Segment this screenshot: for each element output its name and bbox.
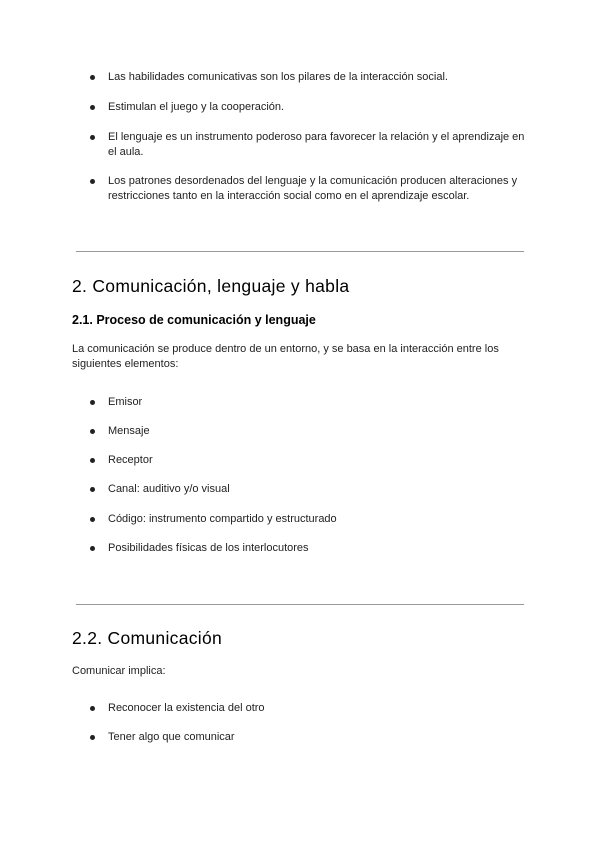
bullet-icon xyxy=(90,179,95,184)
list-item: Código: instrumento compartido y estructurado xyxy=(108,512,532,527)
list-item: Canal: auditivo y/o visual xyxy=(108,482,532,497)
bullet-icon xyxy=(90,429,95,434)
list-item: Emisor xyxy=(108,395,532,410)
list-item: Tener algo que comunicar xyxy=(108,730,532,745)
section-divider xyxy=(76,251,524,252)
bullet-icon xyxy=(90,487,95,492)
bullet-icon xyxy=(90,400,95,405)
bullet-icon xyxy=(90,458,95,463)
section-heading: 2.2. Comunicación xyxy=(72,628,223,648)
list-item: El lenguaje es un instrumento poderoso para favorecer la relación y el aprendizaje en el aula. xyxy=(108,130,532,160)
list-item: Las habilidades comunicativas son los pilares de la interacción social. xyxy=(108,70,532,85)
bullet-icon xyxy=(90,706,95,711)
subsection-heading: 2.1. Proceso de comunicación y lenguaje xyxy=(72,313,316,327)
section-heading: 2. Comunicación, lenguaje y habla xyxy=(72,276,350,296)
list-item: Estimulan el juego y la cooperación. xyxy=(108,100,532,115)
bullet-icon xyxy=(90,517,95,522)
section-paragraph: La comunicación se produce dentro de un entorno, y se basa en la interacción entre los siguientes elementos: xyxy=(72,343,499,370)
section-divider xyxy=(76,604,524,605)
bullet-icon xyxy=(90,546,95,551)
bullet-icon xyxy=(90,735,95,740)
list-item: Mensaje xyxy=(108,424,532,439)
bullet-icon xyxy=(90,75,95,80)
list-item: Los patrones desordenados del lenguaje y la comunicación producen alteraciones y restricciones tanto en la interacción social como en el aprendizaje escolar. xyxy=(108,174,532,204)
bullet-icon xyxy=(90,105,95,110)
bullet-icon xyxy=(90,135,95,140)
list-item: Posibilidades físicas de los interlocutores xyxy=(108,541,532,556)
section-paragraph: Comunicar implica: xyxy=(72,665,166,677)
list-item: Reconocer la existencia del otro xyxy=(108,701,532,716)
list-item: Receptor xyxy=(108,453,532,468)
